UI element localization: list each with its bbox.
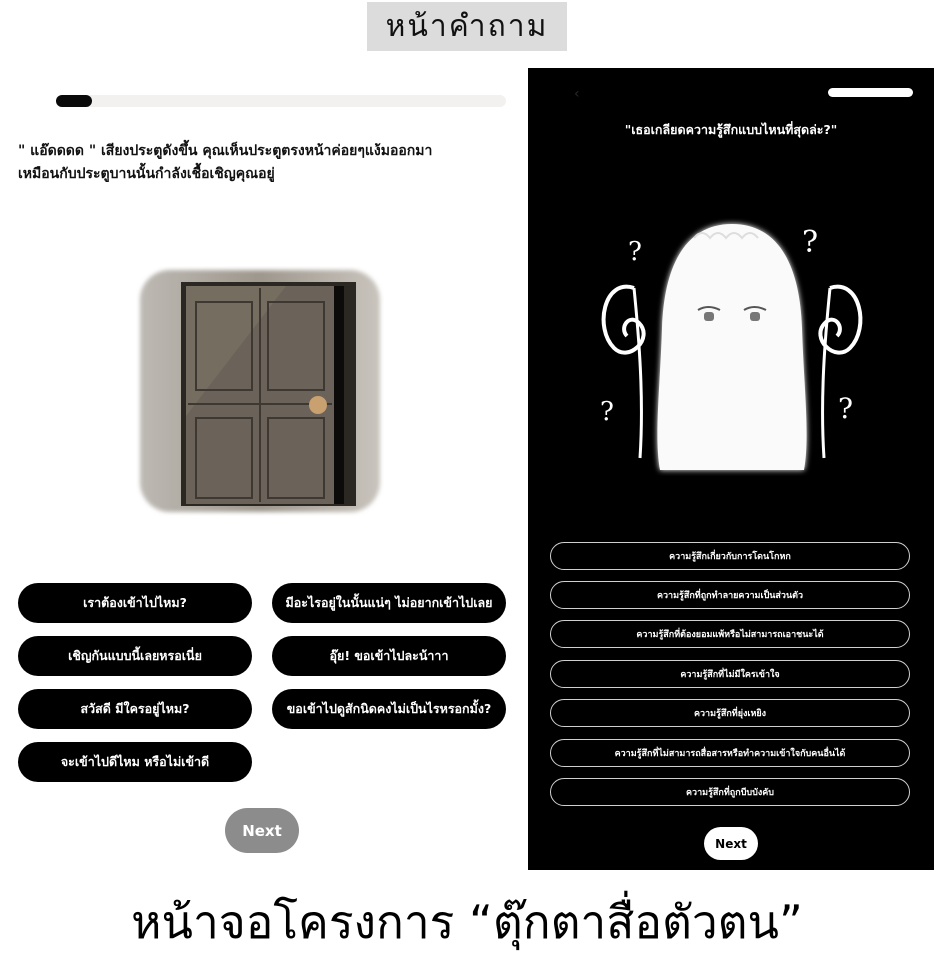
progress-bar <box>56 95 506 107</box>
girl-illustration <box>594 218 870 476</box>
choice-button[interactable]: มีอะไรอยู่ในนั้นแน่ๆ ไม่อยากเข้าไปเลย <box>272 583 506 623</box>
option-button[interactable]: ความรู้สึกที่ถูกทำลายความเป็นส่วนตัว <box>550 581 910 609</box>
svg-text:?: ? <box>600 397 614 427</box>
back-icon[interactable]: ‹ <box>574 86 580 102</box>
option-button[interactable]: ความรู้สึกที่ถูกบีบบังคับ <box>550 778 910 806</box>
project-caption: หน้าจอโครงการ “ตุ๊กตาสื่อตัวตน” <box>131 895 803 949</box>
choice-button[interactable]: จะเข้าไปดีไหม หรือไม่เข้าดี <box>18 742 252 782</box>
story-line: เหมือนกับประตูบานนั้นกำลังเชื้อเชิญคุณอยู่ <box>18 166 275 182</box>
option-button[interactable]: ความรู้สึกที่ไม่มีใครเข้าใจ <box>550 660 910 688</box>
next-button[interactable]: Next <box>225 808 299 853</box>
progress-bar <box>828 88 913 97</box>
progress-bar-fill <box>56 95 92 107</box>
option-button[interactable]: ความรู้สึกที่ไม่สามารถสื่อสารหรือทำความเข้าใจกับคนอื่นได้ <box>550 739 910 767</box>
choice-button[interactable]: อุ๊ย! ขอเข้าไปละน้าาา <box>272 636 506 676</box>
story-line: " แอ๊ดดดด " เสียงประตูดังขึ้น คุณเห็นประตูตรงหน้าค่อยๆแง้มออกมา <box>18 143 433 159</box>
next-button[interactable]: Next <box>704 827 758 860</box>
right-quiz-screen <box>528 68 934 870</box>
choice-button[interactable]: ขอเข้าไปดูสักนิดคงไม่เป็นไรหรอกมั้ง? <box>272 689 506 729</box>
svg-text:?: ? <box>838 392 854 425</box>
svg-text:?: ? <box>802 225 819 260</box>
question-text: "เธอเกลียดความรู้สึกแบบไหนที่สุดล่ะ?" <box>624 122 838 137</box>
svg-text:?: ? <box>628 237 642 267</box>
door-illustration <box>136 266 384 516</box>
option-button[interactable]: ความรู้สึกที่ยุ่งเหยิง <box>550 699 910 727</box>
choice-button[interactable]: เชิญกันแบบนี้เลยหรอเนี่ย <box>18 636 252 676</box>
page-section-label: หน้าคำถาม <box>367 2 567 51</box>
story-text <box>18 140 508 186</box>
choice-button[interactable]: สวัสดี มีใครอยู่ไหม? <box>18 689 252 729</box>
choice-button[interactable]: เราต้องเข้าไปไหม? <box>18 583 252 623</box>
option-button[interactable]: ความรู้สึกที่ต้องยอมแพ้หรือไม่สามารถเอาชนะได้ <box>550 620 910 648</box>
option-button[interactable]: ความรู้สึกเกี่ยวกับการโดนโกหก <box>550 542 910 570</box>
